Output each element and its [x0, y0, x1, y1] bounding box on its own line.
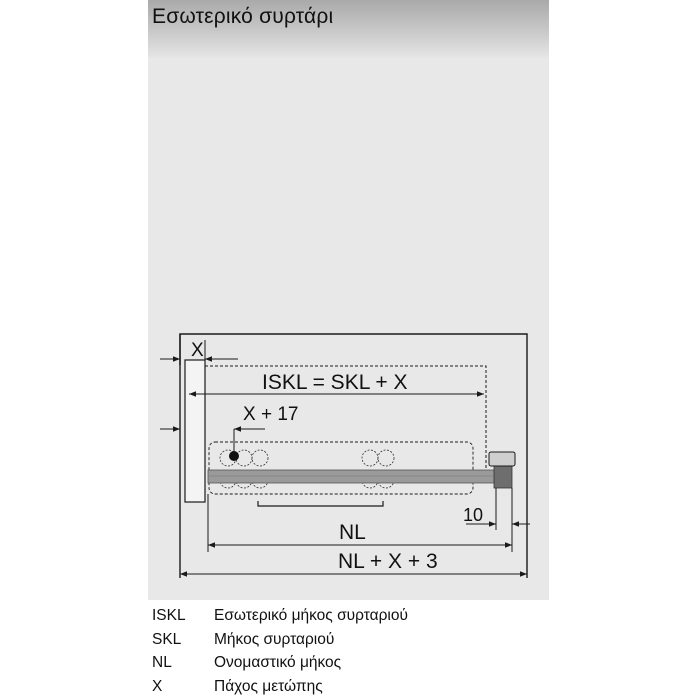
- nl-x-3-label: NL + X + 3: [338, 550, 438, 573]
- locating-hole: [229, 451, 239, 461]
- legend-desc: Εσωτερικό μήκος συρταριού: [214, 607, 408, 624]
- runner-bottom-tab: [258, 501, 383, 506]
- legend-term: NL: [152, 654, 172, 671]
- nl-label: NL: [339, 521, 366, 544]
- runner-end-block: [494, 466, 512, 488]
- legend-term: SKL: [152, 630, 182, 648]
- ten-label: 10: [463, 505, 484, 525]
- legend-row: [152, 675, 552, 699]
- legend-term: X: [152, 677, 163, 695]
- legend-row: [152, 651, 552, 675]
- legend-row: [152, 604, 552, 628]
- legend: [152, 604, 552, 698]
- legend-desc: Πάχος μετώπης: [214, 677, 323, 695]
- runner-rail: [208, 470, 496, 483]
- legend-term: ISKL: [152, 607, 186, 624]
- x-thickness-label: X: [191, 340, 204, 361]
- legend-row: [152, 628, 552, 652]
- page-title: Εσωτερικό συρτάρι: [152, 5, 334, 28]
- drawer-front: [185, 360, 205, 502]
- x-plus-17-label: X + 17: [243, 404, 299, 425]
- x-plus-17-dimension: [160, 429, 265, 452]
- rear-bracket: [489, 452, 515, 466]
- legend-desc: Ονομαστικό μήκος: [214, 654, 342, 671]
- iskl-formula-label: ISKL = SKL + X: [262, 371, 408, 394]
- legend-desc: Μήκος συρταριού: [214, 630, 335, 648]
